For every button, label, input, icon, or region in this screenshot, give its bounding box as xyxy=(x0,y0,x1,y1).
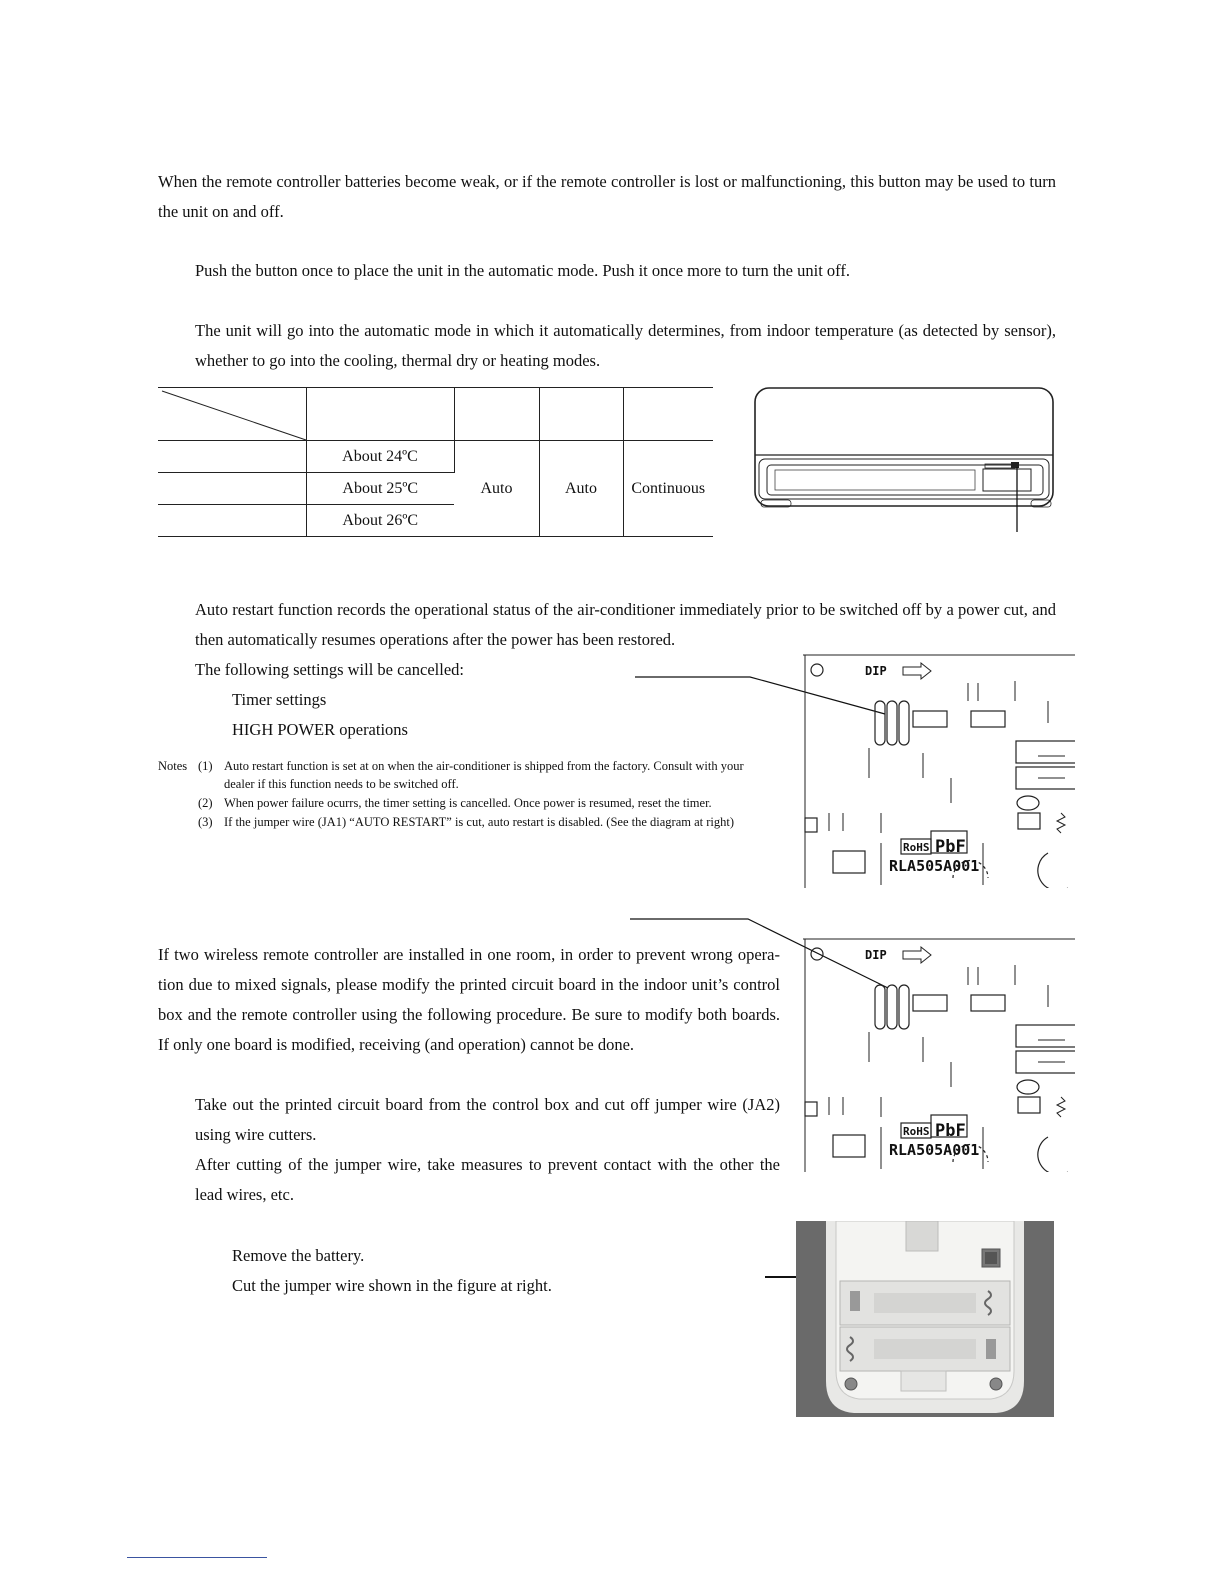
two-remotes-line-2: tion due to mixed signals, please modify the printed circuit board in the indoor unit’s control xyxy=(158,975,780,994)
manual-switch-intro: When the remote controller batteries become weak, or if the remote controller is lost or malfunctioning, this button may be used to turn the unit on and off. xyxy=(158,172,1056,221)
indoor-unit-illustration xyxy=(745,385,1065,535)
pcb-diagram-two-remotes xyxy=(803,937,1075,1172)
table-cell-auto-2: Auto xyxy=(539,441,623,537)
footer-rule xyxy=(127,1557,267,1558)
pcb-rohs: RoHS xyxy=(903,841,930,854)
note-3-num: (3) xyxy=(198,815,213,829)
auto-restart-item-highpower: HIGH POWER operations xyxy=(232,720,408,739)
auto-restart-para: Auto restart function records the operational status of the air-conditioner immediately prior to be switched off by a power cut, and then automatically resumes operations after the power has been restored. xyxy=(195,600,1056,649)
indoor-step-line-2: using wire cutters. xyxy=(195,1125,317,1144)
indoor-step-line-3: After cutting of the jumper wire, take measures to prevent contact with the other the xyxy=(195,1155,780,1174)
table-diagonal xyxy=(158,388,308,442)
indoor-step-line-1: Take out the printed circuit board from the control box and cut off jumper wire (JA2) xyxy=(195,1095,780,1114)
pcb-dip-label: DIP xyxy=(865,664,887,678)
manual-switch-operation: Push the button once to place the unit in the automatic mode. Push it once more to turn the unit off. xyxy=(195,261,850,280)
remote-step-1: Remove the battery. xyxy=(232,1246,365,1265)
table-temp-2: About 25ºC xyxy=(306,473,454,505)
note-3-text: If the jumper wire (JA1) “AUTO RESTART” is cut, auto restart is disabled. (See the diagram at right) xyxy=(224,815,735,829)
table-cell-continuous: Continuous xyxy=(631,479,706,497)
auto-restart-item-timer: Timer settings xyxy=(232,690,327,709)
notes-label: Notes xyxy=(158,759,188,773)
pcb-model: RLA505A001 xyxy=(889,857,980,875)
two-remotes-line-4: If only one board is modified, receiving (and operation) cannot be done. xyxy=(158,1035,635,1054)
note-2-text: When power failure ocurrs, the timer setting is cancelled. Once power is resumed, reset the timer. xyxy=(224,796,712,810)
pcb2-model: RLA505A001 xyxy=(889,1141,980,1159)
pcb2-dip-label: DIP xyxy=(865,948,887,962)
note-2-num: (2) xyxy=(198,796,213,810)
remote-battery-compartment-photo xyxy=(796,1221,1054,1417)
two-remotes-line-1: If two wireless remote controller are installed in one room, in order to prevent wrong opera- xyxy=(158,945,780,964)
manual-switch-detail: The unit will go into the automatic mode in which it automatically determines, from indoor temperature (as detected by sensor), whether to go into the cooling, thermal dry or heating modes. xyxy=(195,321,1056,370)
pcb-diagram-auto-restart xyxy=(803,653,1075,888)
table-temp-1: About 24ºC xyxy=(306,441,454,473)
auto-mode-table xyxy=(158,387,713,537)
note-1-text: Auto restart function is set at on when the air-conditioner is shipped from the factory. Consult with your dealer if this function needs to be switched off. xyxy=(224,759,744,791)
indoor-steps xyxy=(195,1090,780,1210)
pcb2-rohs: RoHS xyxy=(903,1125,930,1138)
two-remotes-line-3: box and the remote controller using the following procedure. Be sure to modify both boards. xyxy=(158,1005,780,1024)
table-cell-auto-1: Auto xyxy=(454,441,539,537)
auto-restart-notes xyxy=(158,757,758,837)
table-temp-3: About 26ºC xyxy=(342,511,419,529)
auto-restart-cancelled-intro: The following settings will be cancelled: xyxy=(195,660,464,679)
remote-step-2: Cut the jumper wire shown in the figure at right. xyxy=(232,1276,552,1295)
indoor-step-line-4: lead wires, etc. xyxy=(195,1185,294,1204)
note-1-num: (1) xyxy=(198,759,213,773)
pcb-pbf: PbF xyxy=(935,837,966,857)
pcb2-pbf: PbF xyxy=(935,1121,966,1141)
